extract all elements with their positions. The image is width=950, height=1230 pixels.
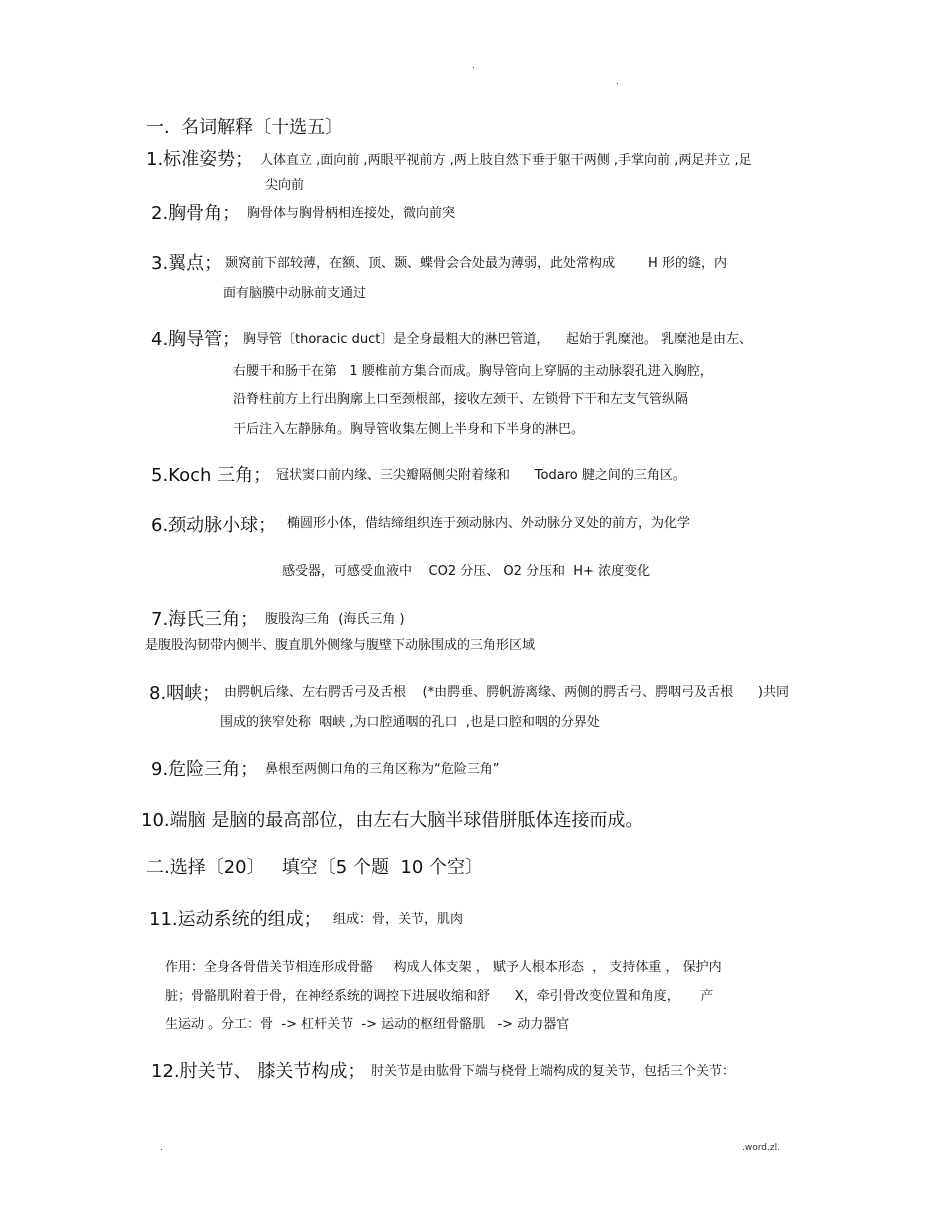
header-dot: . [616, 77, 619, 87]
term-6: 6.颈动脉小球； [151, 515, 277, 536]
definition-12: 肘关节是由肱骨下端与桡骨上端构成的复关节，包括三个关节： [371, 1064, 736, 1079]
definition-6-cont: 感受器，可感受血液中 CO2 分压、 O2 分压和 H+ 浓度变化 [282, 564, 651, 579]
definition-8-cont: 围成的狭窄处称 咽峡 ,为口腔通咽的孔口 ,也是口腔和咽的分界处 [220, 715, 600, 730]
term-3: 3.翼点； [151, 253, 223, 274]
term-2: 2.胸骨角； [151, 203, 241, 224]
definition-7: 腹股沟三角 (海氏三角 ) [265, 612, 405, 627]
definition-4: 胸导管〔thoracic duct〕是全身最粗大的淋巴管道， 起始于乳糜池。 乳糜池是由左、 [243, 332, 753, 347]
term-1: 1.标准姿势； [146, 149, 254, 170]
definition-2: 胸骨体与胸骨柄相连接处，微向前突 [247, 206, 456, 221]
section-title: 二.选择〔20〕 填空〔5 个题 10 个空〕 [146, 857, 484, 878]
item-10: 10.端脑 是脑的最高部位，由左右大脑半球借胼胝体连接而成。 [141, 810, 644, 831]
definition-11: 组成：骨，关节，肌肉 [333, 912, 464, 927]
term-11: 11.运动系统的组成； [149, 909, 322, 930]
term-7: 7.海氏三角； [151, 609, 259, 630]
definition-1-cont: 尖向前 [265, 178, 305, 193]
term-9: 9.危险三角； [151, 759, 259, 780]
definition-4-cont: 右腰干和肠干在第 1 腰椎前方集合而成。胸导管向上穿膈的主动脉裂孔进入胸腔， [233, 364, 713, 379]
definition-7-cont: 是腹股沟韧带内侧半、腹直肌外侧缘与腹壁下动脉围成的三角形区域 [145, 638, 536, 653]
footer-dot: . [160, 1143, 163, 1153]
footer-source: .word.zl. [742, 1143, 780, 1153]
term-12: 12.肘关节、 膝关节构成； [151, 1061, 366, 1082]
header-dot: . [472, 61, 475, 71]
definition-11-cont: 生运动 。分工：骨 -> 杠杆关节 -> 运动的枢纽骨骼肌 -> 动力器官 [165, 1017, 570, 1032]
term-5: 5.Koch 三角； [151, 465, 272, 486]
definition-4-cont: 干后注入左静脉角。胸导管收集左侧上半身和下半身的淋巴。 [233, 422, 585, 437]
term-4: 4.胸导管； [151, 329, 241, 350]
section-title: 一. 名词解释〔十选五〕 [146, 117, 344, 138]
definition-4-cont: 沿脊柱前方上行出胸廓上口至颈根部，接收左颈干、左锁骨下干和左支气管纵隔 [233, 392, 689, 407]
definition-1: 人体直立 ,面向前 ,两眼平视前方 ,两上肢自然下垂于躯干两侧 ,手掌向前 ,两足并立 ,足 [260, 153, 752, 168]
definition-9: 鼻根至两侧口角的三角区称为“危险三角” [265, 762, 500, 777]
term-8: 8.咽峡； [149, 683, 221, 704]
definition-6: 椭圆形小体，借结缔组织连于颈动脉内、外动脉分叉处的前方，为化学 [287, 516, 691, 531]
definition-8: 由腭帆后缘、左右腭舌弓及舌根 (*由腭垂、腭帆游离缘、两侧的腭舌弓、腭咽弓及舌根 )共同 [224, 685, 789, 700]
definition-3-cont: 面有脑膜中动脉前支通过 [223, 286, 367, 301]
definition-11-cont: 脏；骨骼肌附着于骨，在神经系统的调控下进展收缩和舒 X，牵引骨改变位置和角度， 产 [165, 989, 714, 1004]
definition-5: 冠状窦口前内缘、三尖瓣隔侧尖附着缘和 Todaro 腱之间的三角区。 [276, 468, 686, 483]
definition-3: 颞窝前下部较薄，在额、顶、颞、蝶骨会合处最为薄弱，此处常构成 H 形的缝，内 [225, 256, 727, 271]
definition-11-cont: 作用：全身各骨借关节相连形成骨骼 构成人体支架 ， 赋予人根本形态 ， 支持体重 ， 保护内 [165, 960, 722, 975]
